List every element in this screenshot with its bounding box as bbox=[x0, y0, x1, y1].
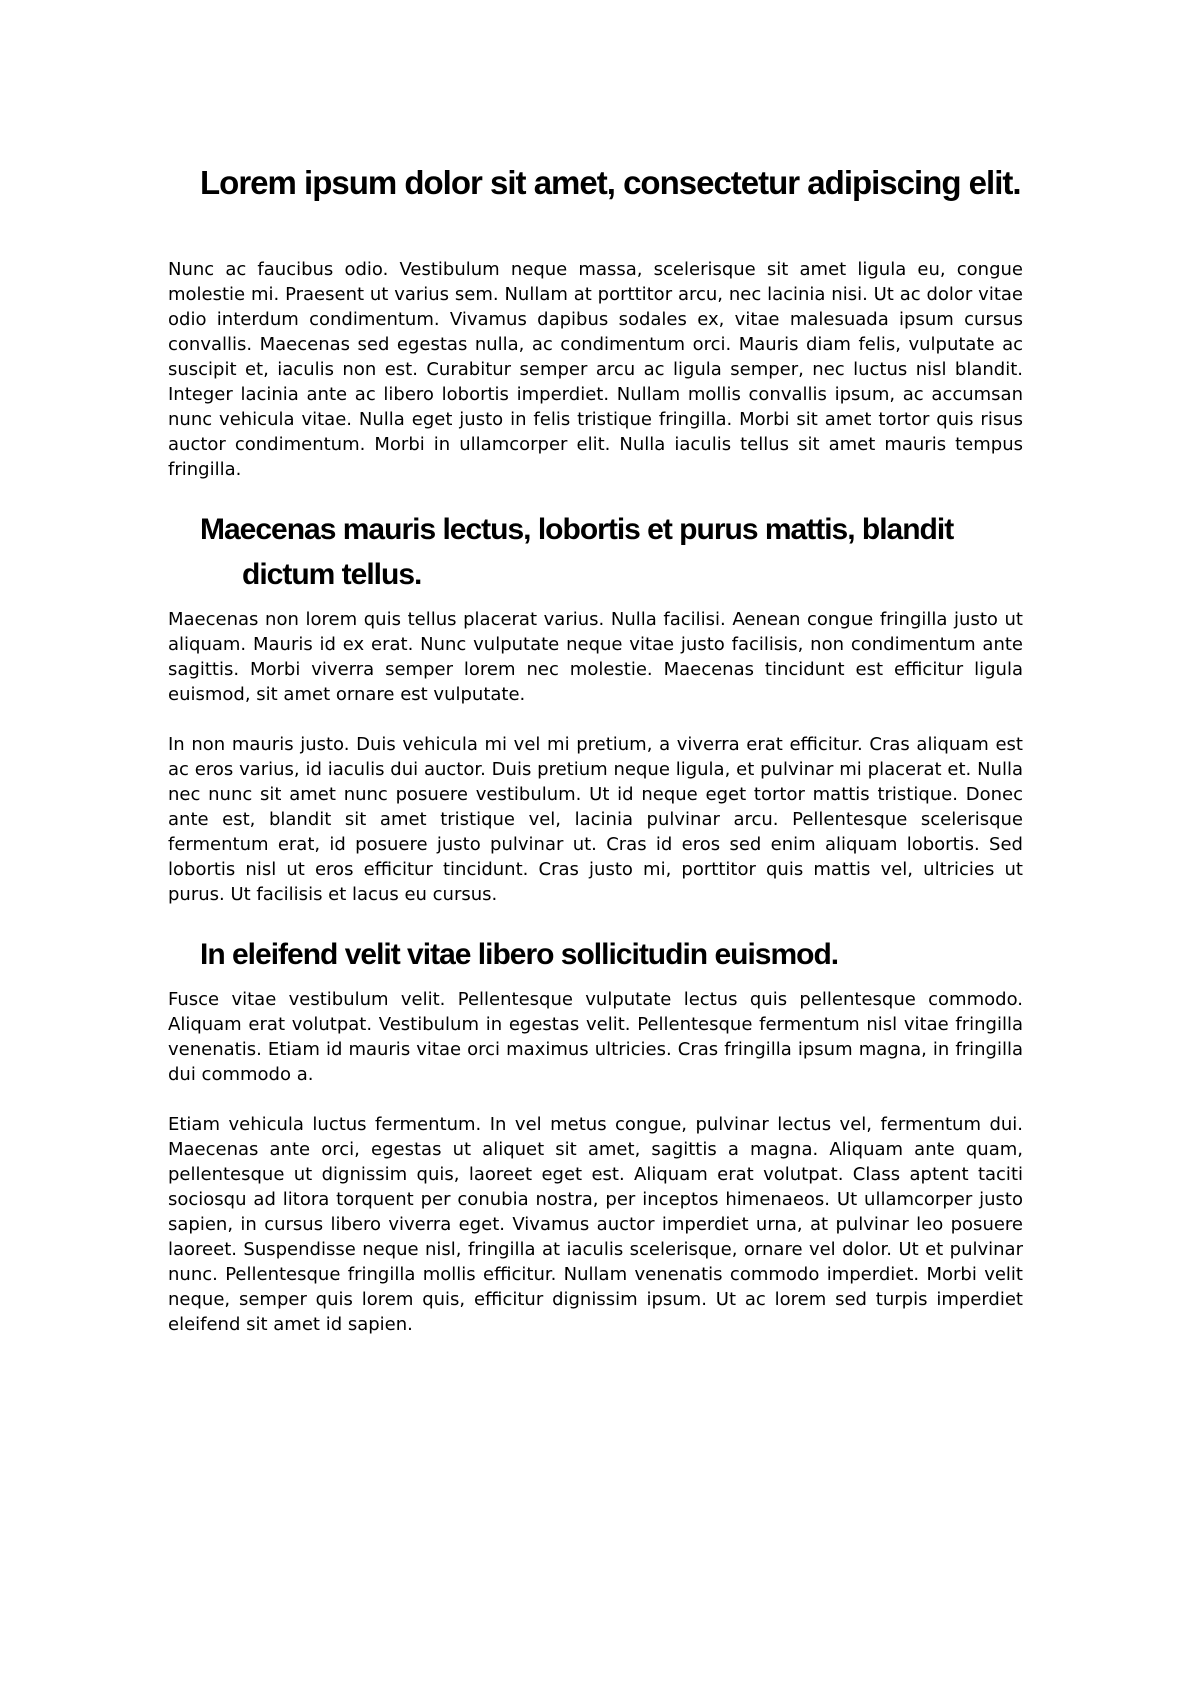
section-1-paragraph-2: In non mauris justo. Duis vehicula mi vel mi pretium, a viverra erat efficitur. Cras aliquam est ac eros varius, id iaculis dui auctor. Duis pretium neque ligula, et pulvinar mi placerat et. Nulla nec nunc sit amet nunc posuere vestibulum. Ut id neque eget tortor mattis tristique. Donec ante est, blandit sit amet tristique vel, lacinia pulvinar arcu. Pellentesque scelerisque fermentum erat, id posuere justo pulvinar ut. Cras id eros sed enim aliquam lobortis. Sed lobortis nisl ut eros efficitur tincidunt. Cras justo mi, porttitor quis mattis vel, ultricies ut purus. Ut facilisis et lacus eu cursus. bbox=[168, 734, 1023, 905]
section-1-heading: Maecenas mauris lectus, lobortis et purus mattis, blandit dictum tellus. bbox=[200, 513, 954, 591]
section-1-paragraph-1: Maecenas non lorem quis tellus placerat varius. Nulla facilisi. Aenean congue fringilla justo ut aliquam. Mauris id ex erat. Nunc vulputate neque vitae justo facilisis, non condimentum ante sagittis. Morbi viverra semper lorem nec molestie. Maecenas tincidunt est efficitur ligula euismod, sit amet ornare est vulputate. bbox=[168, 609, 1023, 705]
intro-paragraph: Nunc ac faucibus odio. Vestibulum neque massa, scelerisque sit amet ligula eu, congue molestie mi. Praesent ut varius sem. Nullam at porttitor arcu, nec lacinia nisi. Ut ac dolor vitae odio interdum condimentum. Vivamus dapibus sodales ex, vitae malesuada ipsum cursus convallis. Maecenas sed egestas nulla, ac condimentum orci. Mauris diam felis, vulputate ac suscipit et, iaculis non est. Curabitur semper arcu ac ligula semper, nec luctus nisl blandit. Integer lacinia ante ac libero lobortis imperdiet. Nullam mollis convallis ipsum, ac accumsan nunc vehicula vitae. Nulla eget justo in felis tristique fringilla. Morbi sit amet tortor quis risus auctor condimentum. Morbi in ullamcorper elit. Nulla iaculis tellus sit amet mauris tempus fringilla. bbox=[168, 259, 1023, 480]
document-title: Lorem ipsum dolor sit amet, consectetur adipiscing elit. bbox=[200, 164, 1021, 201]
section-2-paragraph-2: Etiam vehicula luctus fermentum. In vel metus congue, pulvinar lectus vel, fermentum dui. Maecenas ante orci, egestas ut aliquet sit amet, sagittis a magna. Aliquam ante quam, pellentesque ut dignissim quis, laoreet eget est. Aliquam erat volutpat. Class aptent taciti sociosqu ad litora torquent per conubia nostra, per inceptos himenaeos. Ut ullamcorper justo sapien, in cursus libero viverra eget. Vivamus auctor imperdiet urna, at pulvinar leo posuere laoreet. Suspendisse neque nisl, fringilla at iaculis scelerisque, ornare vel dolor. Ut et pulvinar nunc. Pellentesque fringilla mollis efficitur. Nullam venenatis commodo imperdiet. Morbi velit neque, semper quis lorem quis, efficitur dignissim ipsum. Ut ac lorem sed turpis imperdiet eleifend sit amet id sapien. bbox=[168, 1114, 1023, 1335]
section-2 bbox=[168, 932, 1023, 1337]
section-1 bbox=[168, 507, 1023, 907]
section-2-heading: In eleifend velit vitae libero sollicitudin euismod. bbox=[200, 938, 839, 971]
section-2-paragraph-1: Fusce vitae vestibulum velit. Pellentesque vulputate lectus quis pellentesque commodo. Aliquam erat volutpat. Vestibulum in egestas velit. Pellentesque fermentum nisl vitae fringilla venenatis. Etiam id mauris vitae orci maximus ultricies. Cras fringilla ipsum magna, in fringilla dui commodo a. bbox=[168, 989, 1023, 1085]
